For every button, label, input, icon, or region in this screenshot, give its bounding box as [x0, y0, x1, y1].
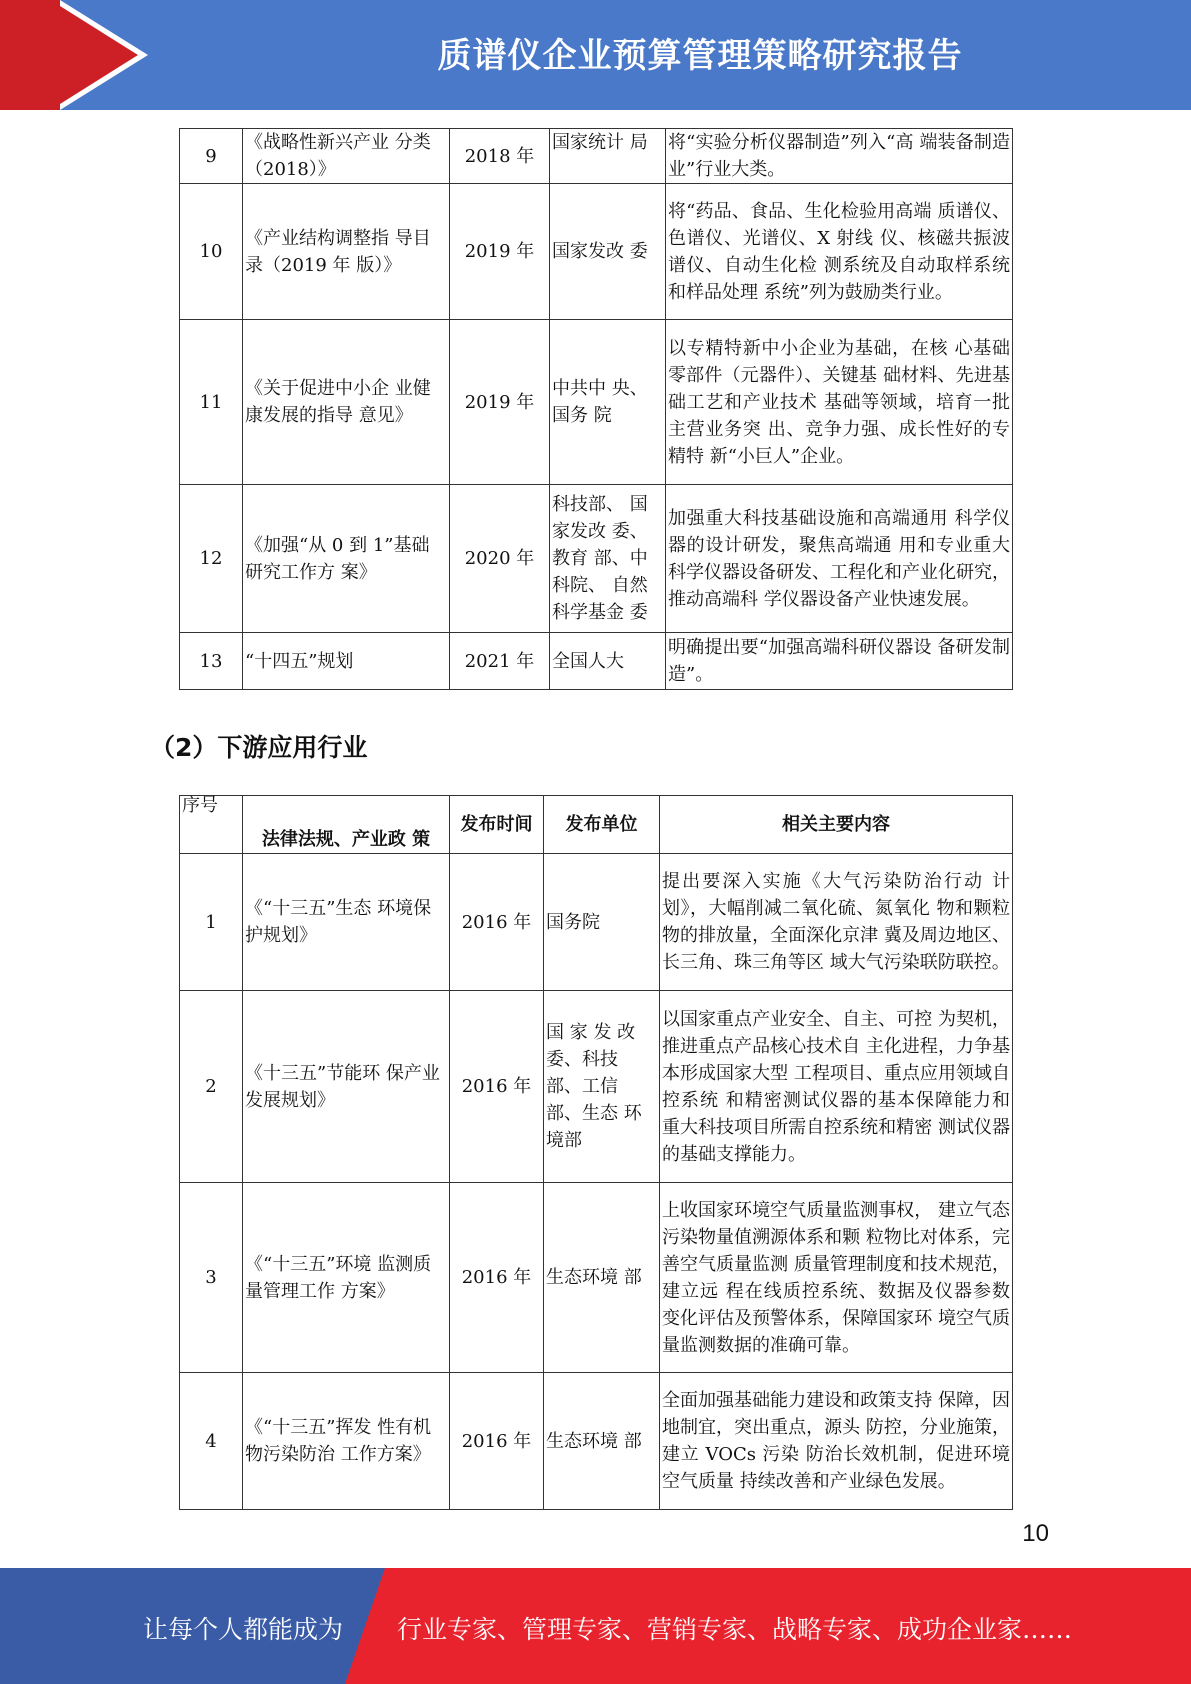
publish-year: 2016 年: [450, 1373, 544, 1510]
publisher: 国家统计 局: [550, 129, 666, 184]
row-number: 12: [180, 485, 243, 633]
table-row: [180, 320, 1013, 485]
publish-year: 2019 年: [450, 320, 550, 485]
publisher: 国家发改 委: [550, 184, 666, 320]
row-number: 1: [180, 854, 243, 991]
footer-slogan-right: 行业专家、管理专家、营销专家、战略专家、成功企业家……: [397, 1615, 1073, 1644]
policy-name: 《十三五”节能环 保产业发展规划》: [243, 991, 450, 1183]
header-year: 发布时间: [450, 796, 544, 854]
table-row: [180, 991, 1013, 1183]
policy-table-upstream: [179, 128, 1013, 690]
row-number: 13: [180, 633, 243, 690]
publish-year: 2021 年: [450, 633, 550, 690]
table-row: [180, 1373, 1013, 1510]
policy-content: 以国家重点产业安全、自主、可控 为契机，推进重点产品核心技术自 主化进程，力争基本形成国家大型 工程项目、重点应用领域自控系统 和精密测试仪器的基本保障能力和 重大科技项目所需自控系统和精密 测试仪器的基础支撑能力。: [660, 991, 1013, 1183]
publish-year: 2020 年: [450, 485, 550, 633]
footer-slogan-left: 让每个人都能成为: [143, 1615, 344, 1644]
publish-year: 2018 年: [450, 129, 550, 184]
table-row: [180, 129, 1013, 184]
publisher: 国 家 发 改 委、科技 部、工信 部、生态 环境部: [544, 991, 660, 1183]
publisher: 科技部、 国家发改 委、教育 部、中科院、 自然科学基金 委: [550, 485, 666, 633]
publish-year: 2019 年: [450, 184, 550, 320]
header-content: 相关主要内容: [660, 796, 1013, 854]
row-number: 10: [180, 184, 243, 320]
table-row: [180, 854, 1013, 991]
row-number: 3: [180, 1183, 243, 1373]
policy-content: 全面加强基础能力建设和政策支持 保障，因地制宜，突出重点，源头 防控，分业施策，建立 VOCs 污染 防治长效机制，促进环境空气质量 持续改善和产业绿色发展。: [660, 1373, 1013, 1510]
publisher: 生态环境 部: [544, 1373, 660, 1510]
publisher: 生态环境 部: [544, 1183, 660, 1373]
policy-content: 将“实验分析仪器制造”列入“高 端装备制造业”行业大类。: [666, 129, 1013, 184]
header-chevron-inner: [60, 6, 138, 104]
page-header: [0, 0, 1191, 110]
header-red-block: [0, 0, 60, 110]
policy-content: 明确提出要“加强高端科研仪器设 备研发制造”。: [666, 633, 1013, 690]
policy-name: 《“十三五”生态 环境保护规划》: [243, 854, 450, 991]
table-row: [180, 184, 1013, 320]
section-heading: （2）下游应用行业: [150, 733, 368, 762]
header-org: 发布单位: [544, 796, 660, 854]
policy-content: 上收国家环境空气质量监测事权， 建立气态污染物量值溯源体系和颗 粒物比对体系，完善空气质量监测 质量管理制度和技术规范，建立远 程在线质控系统、数据及仪器参数 变化评估及预警体系，保障国家环 境空气质量监测数据的准确可靠。: [660, 1183, 1013, 1373]
policy-content: 加强重大科技基础设施和高端通用 科学仪器的设计研发，聚焦高端通 用和专业重大科学仪器设备研发、工程化和产业化研究，推动高端科 学仪器设备产业快速发展。: [666, 485, 1013, 633]
header-no: 序号: [180, 796, 243, 854]
publisher: 国务院: [544, 854, 660, 991]
table-row: [180, 485, 1013, 633]
table-row: [180, 1183, 1013, 1373]
policy-name: “十四五”规划: [243, 633, 450, 690]
publish-year: 2016 年: [450, 854, 544, 991]
policy-table-downstream: [179, 795, 1013, 1510]
policy-content: 以专精特新中小企业为基础，在核 心基础零部件（元器件）、关键基 础材料、先进基础工艺和产业技术 基础等领域，培育一批主营业务突 出、竞争力强、成长性好的专精特 新“小巨人”企业。: [666, 320, 1013, 485]
page-number: 10: [1022, 1520, 1049, 1547]
row-number: 11: [180, 320, 243, 485]
row-number: 2: [180, 991, 243, 1183]
table-row: [180, 633, 1013, 690]
report-title: 质谱仪企业预算管理策略研究报告: [437, 36, 963, 76]
policy-name: 《产业结构调整指 导目录（2019 年 版）》: [243, 184, 450, 320]
policy-name: 《“十三五”环境 监测质量管理工作 方案》: [243, 1183, 450, 1373]
row-number: 9: [180, 129, 243, 184]
policy-content: 提出要深入实施《大气污染防治行动 计划》，大幅削减二氧化硫、氮氧化 物和颗粒物的排放量，全面深化京津 冀及周边地区、长三角、珠三角等区 域大气污染联防联控。: [660, 854, 1013, 991]
policy-name: 《加强“从 0 到 1”基础研究工作方 案》: [243, 485, 450, 633]
publish-year: 2016 年: [450, 991, 544, 1183]
publish-year: 2016 年: [450, 1183, 544, 1373]
publisher: 全国人大: [550, 633, 666, 690]
table-header-row: [180, 796, 1013, 854]
policy-name: 《关于促进中小企 业健康发展的指导 意见》: [243, 320, 450, 485]
row-number: 4: [180, 1373, 243, 1510]
policy-name: 《“十三五”挥发 性有机物污染防治 工作方案》: [243, 1373, 450, 1510]
publisher: 中共中 央、国务 院: [550, 320, 666, 485]
policy-name: 《战略性新兴产业 分类（2018）》: [243, 129, 450, 184]
header-name: 法律法规、产业政 策: [243, 796, 450, 854]
policy-content: 将“药品、食品、生化检验用高端 质谱仪、色谱仪、光谱仪、X 射线 仪、核磁共振波谱仪、自动生化检 测系统及自动取样系统和样品处理 系统”列为鼓励类行业。: [666, 184, 1013, 320]
